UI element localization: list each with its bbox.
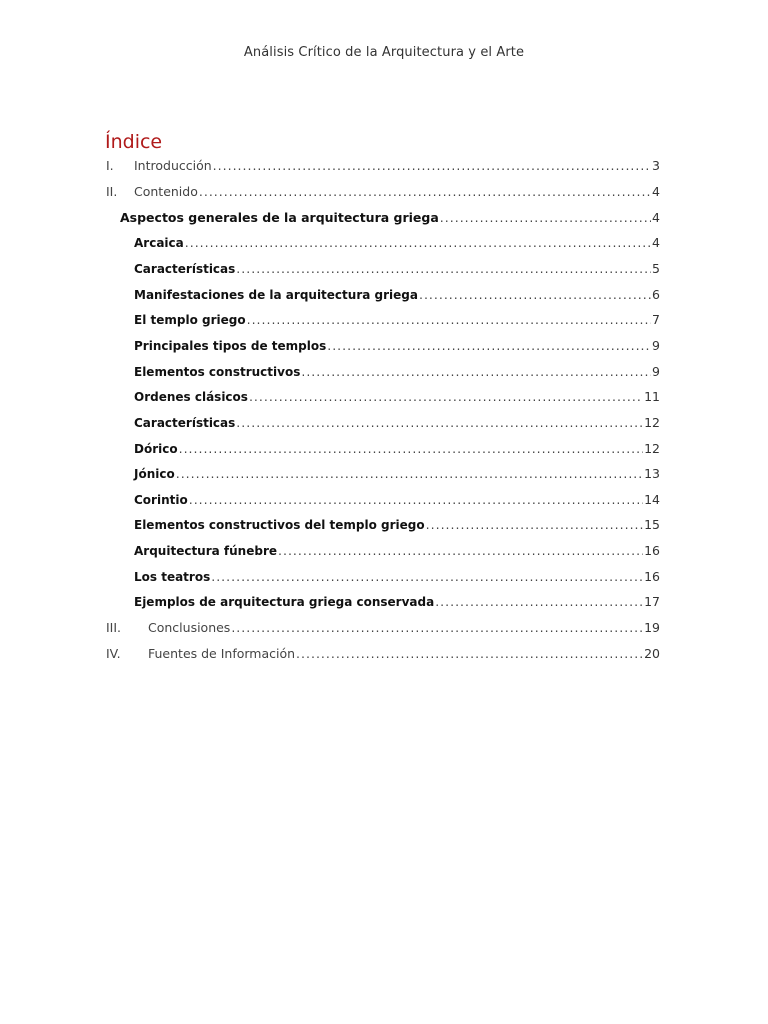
toc-entry-page: 9: [652, 364, 660, 379]
toc-entry[interactable]: [134, 594, 660, 614]
toc-entry[interactable]: [134, 517, 660, 537]
toc-entry[interactable]: [134, 287, 660, 307]
dot-leader: [247, 312, 651, 327]
toc-entry-page: 19: [644, 620, 660, 635]
toc-entry-label: Conclusiones: [148, 620, 231, 635]
dot-leader: [231, 620, 643, 635]
toc-entry-page: 14: [644, 492, 660, 507]
toc-entry[interactable]: [134, 235, 660, 255]
dot-leader: [296, 646, 643, 661]
dot-leader: [199, 184, 651, 199]
toc-entry-page: 11: [644, 389, 660, 404]
dot-leader: [236, 261, 651, 276]
dot-leader: [301, 364, 651, 379]
toc-entry-label: Elementos constructivos: [134, 365, 301, 379]
toc-entry[interactable]: [134, 569, 660, 589]
toc-entry-label: Introducción: [134, 158, 212, 173]
toc-entry-label: Jónico: [134, 467, 175, 481]
toc-entry-label: Aspectos generales de la arquitectura griega: [120, 210, 439, 225]
toc-entry-page: 13: [644, 466, 660, 481]
dot-leader: [327, 338, 651, 353]
toc-entry[interactable]: [106, 620, 660, 640]
toc-entry[interactable]: [134, 389, 660, 409]
toc-entry-page: 15: [644, 517, 660, 532]
dot-leader: [236, 415, 643, 430]
dot-leader: [211, 569, 643, 584]
toc-entry-page: 7: [652, 312, 660, 327]
toc-entry-page: 20: [644, 646, 660, 661]
toc-entry[interactable]: [134, 492, 660, 512]
toc-entry-page: 12: [644, 415, 660, 430]
toc-entry[interactable]: [106, 184, 660, 204]
dot-leader: [435, 594, 643, 609]
toc-entry[interactable]: [134, 312, 660, 332]
toc-entry-page: 5: [652, 261, 660, 276]
toc-entry-label: Los teatros: [134, 570, 211, 584]
dot-leader: [249, 389, 643, 404]
toc-entry-label: Corintio: [134, 493, 188, 507]
toc-entry-page: 4: [652, 210, 660, 225]
dot-leader: [440, 210, 651, 225]
dot-leader: [278, 543, 643, 558]
toc-entry[interactable]: [134, 364, 660, 384]
toc-entry-page: 3: [652, 158, 660, 173]
toc-entry-label: Arcaica: [134, 236, 184, 250]
dot-leader: [176, 466, 643, 481]
toc-entry-page: 16: [644, 543, 660, 558]
toc-entry-label: Elementos constructivos del templo griego: [134, 518, 425, 532]
dot-leader: [419, 287, 651, 302]
toc-entry-label: Arquitectura fúnebre: [134, 544, 278, 558]
toc-entry-label: Contenido: [134, 184, 198, 199]
toc-entry[interactable]: [134, 441, 660, 461]
toc-entry-number: II.: [106, 184, 118, 199]
toc-entry-label: Ejemplos de arquitectura griega conservada: [134, 595, 435, 609]
toc-entry[interactable]: [106, 158, 660, 178]
toc-entry[interactable]: [134, 415, 660, 435]
toc-entry[interactable]: [134, 338, 660, 358]
toc-entry-number: IV.: [106, 646, 121, 661]
toc-entry-page: 17: [644, 594, 660, 609]
toc-entry[interactable]: [120, 210, 660, 230]
toc-entry-label: Dórico: [134, 442, 178, 456]
toc-entry-page: 9: [652, 338, 660, 353]
toc-entry-label: El templo griego: [134, 313, 246, 327]
toc-entry-page: 4: [652, 184, 660, 199]
toc-entry-page: 12: [644, 441, 660, 456]
toc-entry-label: Manifestaciones de la arquitectura griega: [134, 288, 418, 302]
toc-entry-number: III.: [106, 620, 122, 635]
dot-leader: [426, 517, 643, 532]
toc-entry-label: Características: [134, 262, 236, 276]
dot-leader: [189, 492, 643, 507]
toc-entry-number: I.: [106, 158, 114, 173]
toc-entry-label: Fuentes de Información: [148, 646, 296, 661]
dot-leader: [213, 158, 651, 173]
toc-entry-label: Principales tipos de templos: [134, 339, 327, 353]
toc-entry-page: 6: [652, 287, 660, 302]
dot-leader: [179, 441, 644, 456]
toc-title: Índice: [105, 131, 163, 153]
page-header: Análisis Crítico de la Arquitectura y el Arte: [243, 45, 525, 60]
toc-entry-label: Características: [134, 416, 236, 430]
toc-entry[interactable]: [106, 646, 660, 666]
toc-entry-label: Ordenes clásicos: [134, 390, 248, 404]
toc-entry-page: 4: [652, 235, 660, 250]
toc-entry[interactable]: [134, 543, 660, 563]
toc-entry[interactable]: [134, 261, 660, 281]
dot-leader: [185, 235, 651, 250]
toc-entry-page: 16: [644, 569, 660, 584]
toc-entry[interactable]: [134, 466, 660, 486]
